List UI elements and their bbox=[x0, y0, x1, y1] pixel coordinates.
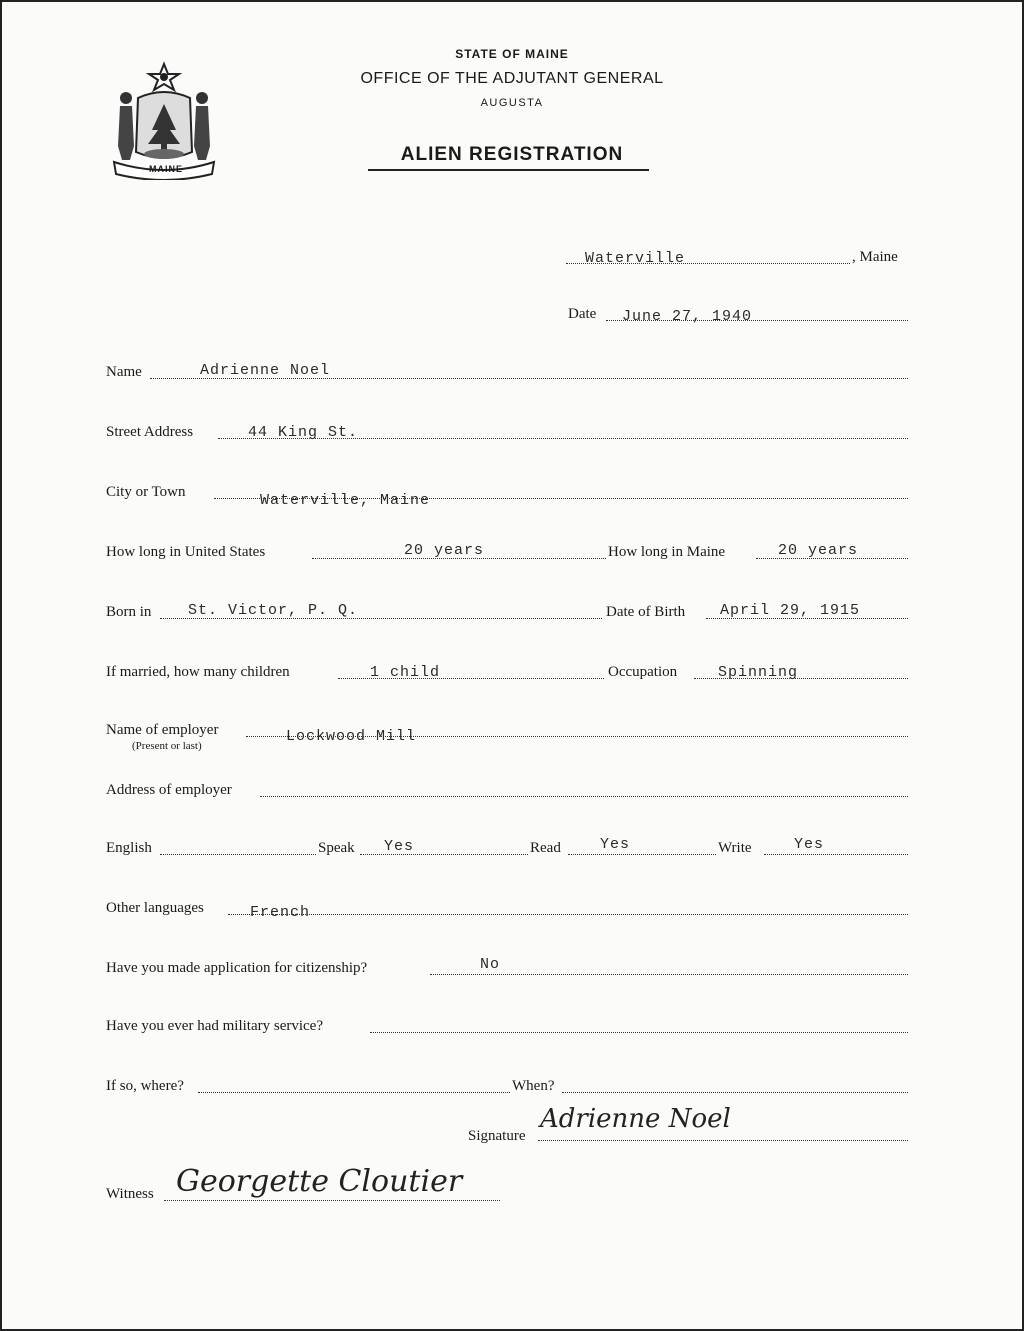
born-in-value: St. Victor, P. Q. bbox=[188, 602, 359, 619]
read-label: Read bbox=[530, 840, 561, 856]
children-label: If married, how many children bbox=[106, 664, 290, 680]
citizenship-value: No bbox=[480, 956, 501, 973]
citizenship-label: Have you made application for citizenship? bbox=[106, 960, 368, 976]
seal-banner-text: MAINE bbox=[149, 164, 183, 174]
name-label: Name bbox=[106, 364, 142, 380]
town-value: Waterville bbox=[585, 250, 686, 267]
born-in-label: Born in bbox=[106, 604, 152, 620]
maine-suffix: , Maine bbox=[852, 249, 898, 265]
how-long-maine-label: How long in Maine bbox=[608, 544, 726, 560]
english-line bbox=[160, 854, 316, 855]
english-label: English bbox=[106, 840, 152, 856]
other-languages-value: French bbox=[250, 904, 311, 921]
employer-value: Lockwood Mill bbox=[286, 728, 417, 745]
if-so-where-line bbox=[198, 1092, 510, 1093]
military-line bbox=[370, 1032, 908, 1033]
witness-signature: Georgette Cloutier bbox=[176, 1164, 463, 1199]
employer-address-line bbox=[260, 796, 908, 797]
occupation-value: Spinning bbox=[718, 664, 799, 681]
date-label: Date bbox=[568, 306, 597, 322]
military-label: Have you ever had military service? bbox=[106, 1018, 323, 1034]
date-value: June 27, 1940 bbox=[622, 308, 753, 325]
when-line bbox=[562, 1092, 908, 1093]
title-underline bbox=[368, 169, 649, 171]
name-value: Adrienne Noel bbox=[200, 362, 331, 379]
write-line bbox=[764, 854, 908, 855]
date-of-birth-value: April 29, 1915 bbox=[720, 602, 861, 619]
signature-label: Signature bbox=[468, 1128, 526, 1144]
witness-label: Witness bbox=[106, 1186, 154, 1202]
city-value: Waterville, Maine bbox=[260, 492, 431, 509]
employer-address-label: Address of employer bbox=[106, 782, 232, 798]
speak-value: Yes bbox=[384, 838, 415, 855]
form-title: ALIEN REGISTRATION bbox=[400, 144, 624, 165]
occupation-label: Occupation bbox=[608, 664, 678, 680]
write-value: Yes bbox=[794, 836, 825, 853]
read-value: Yes bbox=[600, 836, 631, 853]
citizenship-line bbox=[430, 974, 908, 975]
how-long-us-label: How long in United States bbox=[106, 544, 266, 560]
other-languages-line bbox=[228, 914, 908, 915]
street-label: Street Address bbox=[106, 424, 194, 440]
office-heading: OFFICE OF THE ADJUTANT GENERAL bbox=[360, 70, 664, 87]
read-line bbox=[568, 854, 716, 855]
street-value: 44 King St. bbox=[248, 424, 359, 441]
employer-note: (Present or last) bbox=[132, 740, 202, 752]
city-label: City or Town bbox=[106, 484, 186, 500]
when-label: When? bbox=[512, 1078, 555, 1094]
other-languages-label: Other languages bbox=[106, 900, 204, 916]
how-long-us-value: 20 years bbox=[404, 542, 485, 559]
write-label: Write bbox=[718, 840, 752, 856]
if-so-where-label: If so, where? bbox=[106, 1078, 184, 1094]
employer-label: Name of employer bbox=[106, 722, 219, 738]
children-value: 1 child bbox=[370, 664, 441, 681]
signature-value: Adrienne Noel bbox=[540, 1104, 731, 1134]
how-long-maine-value: 20 years bbox=[778, 542, 859, 559]
state-heading: STATE OF MAINE bbox=[455, 47, 569, 61]
speak-label: Speak bbox=[318, 840, 355, 856]
signature-line bbox=[538, 1140, 908, 1141]
city-heading: AUGUSTA bbox=[480, 97, 544, 109]
witness-line bbox=[164, 1200, 500, 1201]
date-of-birth-label: Date of Birth bbox=[606, 604, 686, 620]
